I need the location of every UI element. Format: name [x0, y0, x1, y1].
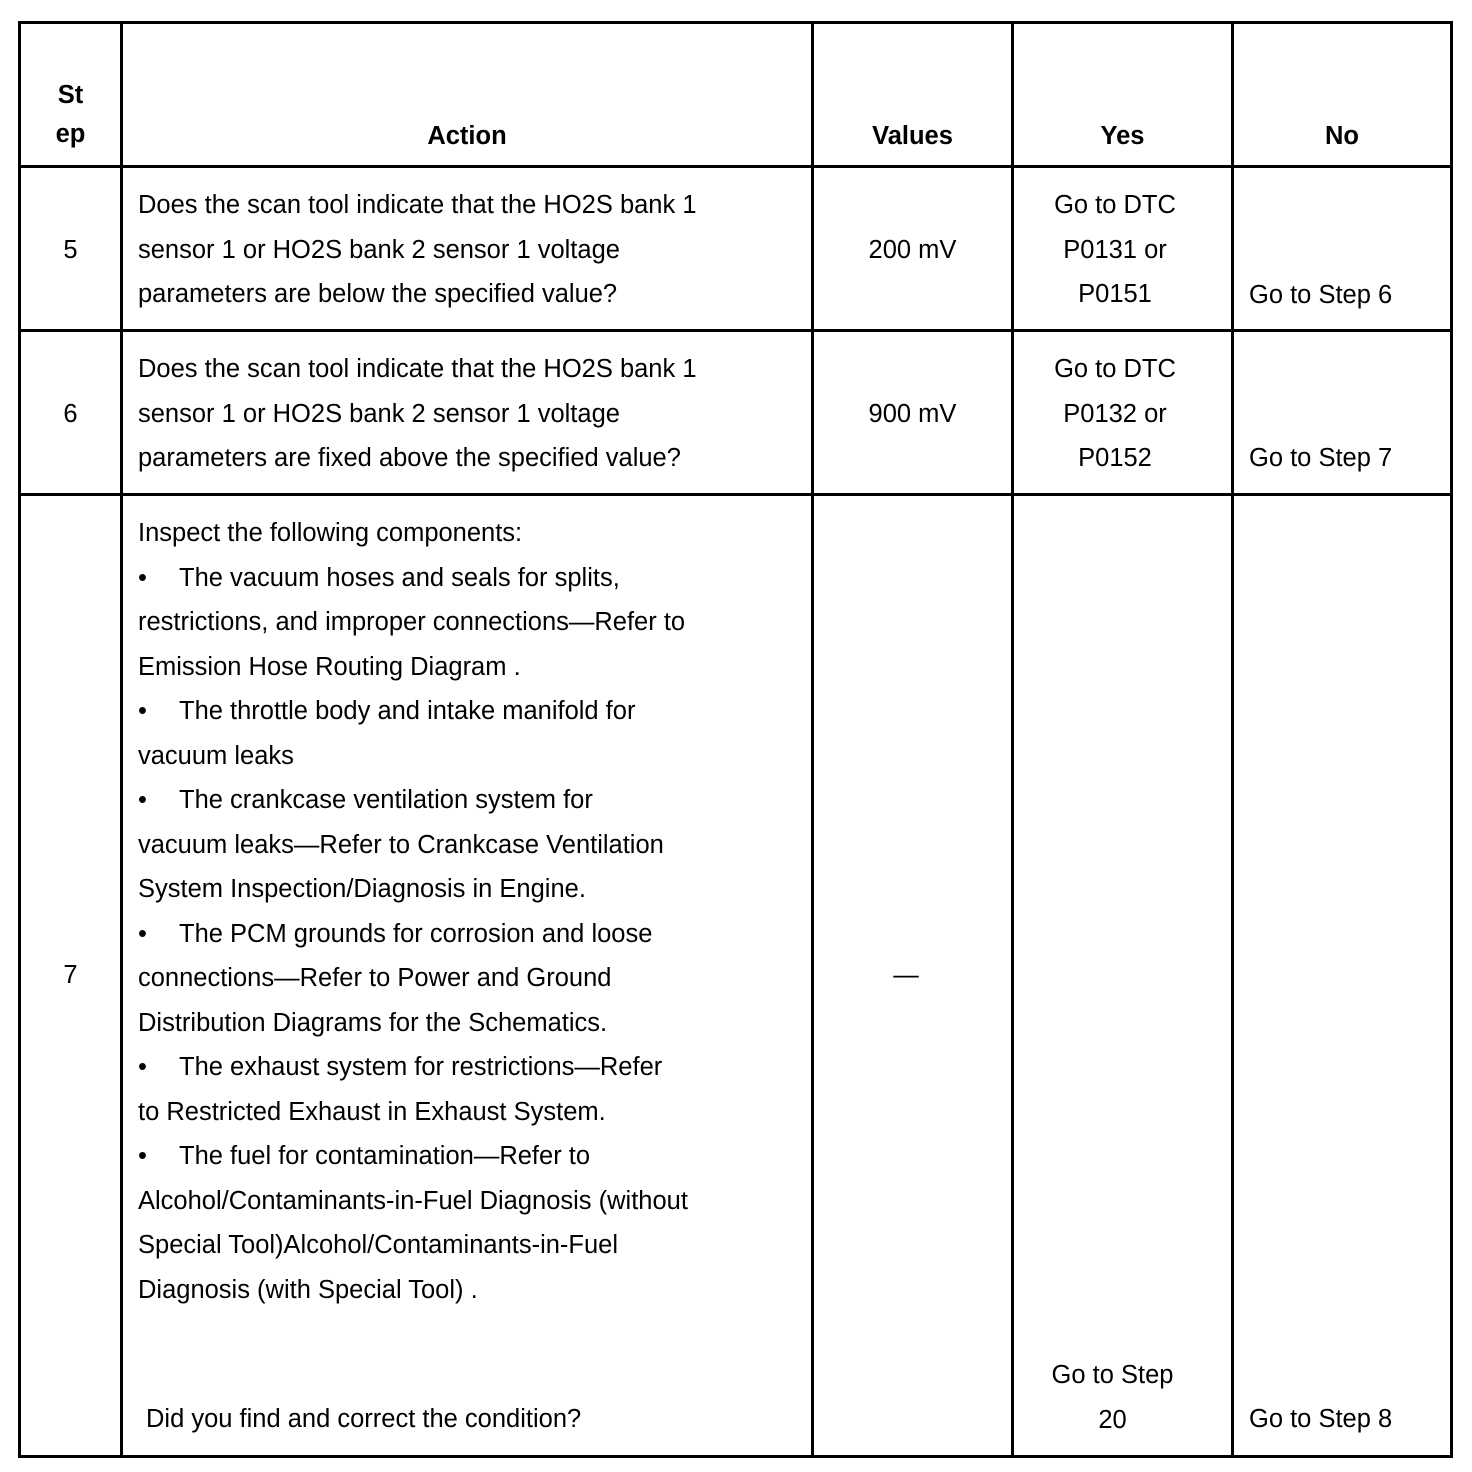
action-line: Alcohol/Contaminants-in-Fuel Diagnosis (without [138, 1186, 688, 1215]
row-divider [18, 165, 1453, 168]
header-action: Action [427, 122, 507, 150]
bullet-icon: • [138, 919, 147, 948]
row-yes [1014, 1353, 1211, 1442]
row-question: Did you find and correct the condition? [146, 1405, 582, 1433]
yes-line: 20 [1098, 1405, 1127, 1434]
bullet-icon: • [138, 563, 147, 592]
action-bullet-item [138, 1134, 688, 1179]
action-line: The vacuum hoses and seals for splits, [179, 563, 620, 592]
table-border-top [18, 21, 1453, 24]
row-action [138, 183, 697, 317]
header-no: No [1325, 122, 1359, 150]
row-value: 900 mV [868, 400, 957, 428]
row-value: 200 mV [868, 236, 957, 264]
yes-line: P0132 or [1063, 399, 1167, 428]
action-bullet-item [138, 1045, 688, 1090]
row-no: Go to Step 7 [1249, 444, 1393, 472]
action-bullet-item [138, 556, 688, 601]
row-no: Go to Step 8 [1249, 1405, 1393, 1433]
action-line: The exhaust system for restrictions—Refer [179, 1053, 663, 1081]
column-divider [120, 21, 123, 1458]
table-border-bottom [18, 1455, 1453, 1458]
yes-line: Go to DTC [1054, 191, 1176, 219]
action-bullet-item [138, 689, 688, 734]
action-line: The throttle body and intake manifold for [179, 697, 636, 725]
header-values: Values [872, 122, 953, 150]
action-line: Emission Hose Routing Diagram . [138, 652, 521, 681]
action-line: parameters are below the specified value? [138, 280, 618, 308]
action-line: parameters are fixed above the specified value? [138, 444, 681, 472]
row-action [138, 511, 688, 1312]
row-divider [18, 329, 1453, 332]
action-line: sensor 1 or HO2S bank 2 sensor 1 voltage [138, 235, 620, 264]
row-no: Go to Step 6 [1249, 281, 1393, 309]
action-line: sensor 1 or HO2S bank 2 sensor 1 voltage [138, 399, 620, 428]
action-line: Does the scan tool indicate that the HO2S bank 1 [138, 355, 697, 383]
row-value: — [893, 961, 919, 989]
yes-line: P0152 [1078, 444, 1152, 472]
action-line: Does the scan tool indicate that the HO2S bank 1 [138, 191, 697, 219]
header-yes: Yes [1100, 122, 1145, 150]
header-step-line: ep [55, 120, 86, 148]
table-border-right [1450, 21, 1453, 1458]
action-line: System Inspection/Diagnosis in Engine. [138, 875, 586, 903]
action-line: The crankcase ventilation system for [179, 786, 593, 814]
yes-line: P0151 [1078, 280, 1152, 308]
action-bullet-item [138, 912, 688, 957]
action-line: The PCM grounds for corrosion and loose [179, 919, 653, 948]
row-action [138, 347, 697, 481]
row-step-number: 5 [63, 236, 78, 264]
header-step [21, 76, 120, 154]
column-divider [1231, 21, 1234, 1458]
action-line: The fuel for contamination—Refer to [179, 1142, 591, 1170]
action-line: Special Tool)Alcohol/Contaminants-in-Fuel [138, 1231, 619, 1259]
row-divider [18, 493, 1453, 496]
bullet-icon: • [138, 786, 147, 814]
row-step-number: 6 [63, 400, 78, 428]
bullet-icon: • [138, 697, 147, 725]
yes-line: Go to Step [1051, 1361, 1174, 1389]
bullet-icon: • [138, 1053, 147, 1081]
action-line: Diagnosis (with Special Tool) . [138, 1275, 478, 1304]
bullet-icon: • [138, 1142, 147, 1170]
yes-line: Go to DTC [1054, 355, 1176, 383]
action-line: connections—Refer to Power and Ground [138, 964, 612, 992]
action-line: Distribution Diagrams for the Schematics. [138, 1008, 608, 1037]
header-step-line: St [57, 81, 84, 109]
row-yes [1014, 183, 1216, 317]
action-intro: Inspect the following components: [138, 519, 523, 547]
row-step-number: 7 [63, 961, 78, 989]
yes-line: P0131 or [1063, 235, 1167, 264]
action-line: to Restricted Exhaust in Exhaust System. [138, 1097, 606, 1126]
row-yes [1014, 347, 1216, 481]
action-line: vacuum leaks [138, 741, 294, 770]
action-line: restrictions, and improper connections—Refer to [138, 608, 686, 636]
action-line: vacuum leaks—Refer to Crankcase Ventilation [138, 830, 664, 859]
action-bullet-item [138, 778, 688, 823]
